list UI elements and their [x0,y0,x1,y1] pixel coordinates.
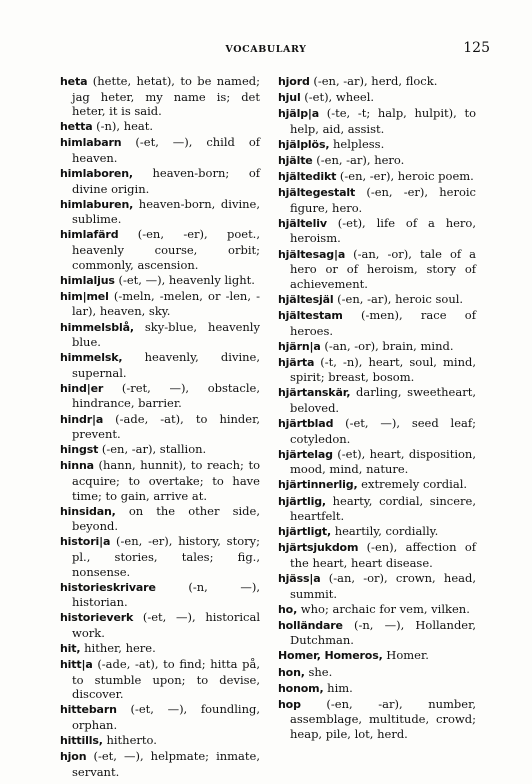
dictionary-entry [278,447,476,477]
entry-definition: (-an, -or), brain, mind. [320,338,454,353]
dictionary-entry [60,702,260,732]
dictionary-entry [60,289,260,319]
entry-definition: extremely cordial. [357,477,468,492]
entry-headword: hjord [278,75,310,88]
entry-headword: himmelsk, [60,351,123,365]
dictionary-entry [278,137,476,153]
dictionary-entry [60,166,260,196]
entry-headword: himlabarn [60,136,122,150]
entry-definition: (-en, -er), poet., heavenly course, orbit; commonly, ascension. [72,227,260,272]
entry-headword: heta [60,75,88,88]
entry-definition: she. [304,664,333,679]
entry-headword: hjälteliv [278,216,327,230]
entry-definition: sky-blue, heavenly blue. [72,319,260,350]
entry-definition: heaven-born, divine, sublime. [72,196,260,227]
entry-definition: (-en, -ar), stallion. [98,442,207,457]
dictionary-entry [278,540,476,570]
dictionary-entry [278,169,476,185]
entry-headword: holländare [278,618,343,632]
dictionary-entry [60,320,260,350]
entry-headword: hind|er [60,381,104,395]
dictionary-entry [278,74,476,90]
entry-headword: hjältegestalt [278,186,356,200]
entry-definition: (-an, -or), tale of a hero or of heroism, story of achievement. [290,246,476,291]
entry-definition: (-en, -ar), hero. [312,152,405,167]
dictionary-entry [60,610,260,640]
entry-definition: (-et), heart, disposition, mood, mind, nature. [290,446,476,477]
entry-headword: honom, [278,681,324,695]
dictionary-entry [60,733,260,749]
dictionary-entry [278,292,476,308]
entry-headword: hon, [278,665,305,679]
entry-headword: hjärtligt, [278,525,332,539]
dictionary-entry [60,641,260,657]
dictionary-entry [278,308,476,338]
dictionary-entry [60,534,260,579]
entry-headword: hjärtelag [278,447,333,461]
entry-definition: (-en, -er), heroic poem. [336,169,474,184]
entry-headword: him|mel [60,289,109,303]
entry-headword: himlafärd [60,228,119,242]
entry-definition: (-en, -ar), number, assemblage, multitude, crowd; heap, pile, lot, herd. [290,696,476,741]
entry-definition: heartily, cordially. [331,524,439,539]
entry-headword: hjärtinnerlig, [278,478,358,492]
dictionary-entry [60,412,260,442]
entry-headword: hjälp|a [278,107,320,121]
entry-headword: hjäss|a [278,572,321,585]
entry-definition: (-n, —), Hollander, Dutchman. [290,617,476,648]
entry-definition: (-et, —), heavenly light. [114,272,255,287]
right-column [278,74,476,742]
entry-headword: hjältesag|a [278,247,346,261]
entry-headword: historieskrivare [60,580,156,594]
entry-headword: Homer, Homeros, [278,649,383,663]
dictionary-entry [278,247,476,292]
dictionary-entry [278,494,476,524]
entry-headword: himlaljus [60,273,115,287]
dictionary-entry [278,618,476,648]
entry-definition: (-te, -t; halp, hulpit), to help, aid, assist. [290,106,476,136]
page-number: 125 [463,40,490,56]
dictionary-entry [60,350,260,380]
entry-definition: (-et, —), foundling, orphan. [72,702,260,732]
entry-headword: hit, [60,641,81,655]
dictionary-entry [278,153,476,169]
dictionary-entry [278,665,476,681]
entry-definition: hither, here. [80,640,156,655]
entry-definition: him. [323,680,353,695]
entry-headword: hinna [60,459,94,473]
dictionary-entry [278,355,476,385]
entry-definition: (-et, —), seed leaf; cotyledon. [290,416,476,446]
entry-headword: hjon [60,750,87,764]
entry-definition: (-ade, -at), to hinder, prevent. [72,411,260,442]
entry-headword: hjul [278,91,301,105]
entry-definition: (-en, -ar), heroic soul. [333,291,464,306]
entry-headword: hjältedikt [278,170,337,184]
entry-definition: (-et), life of a hero, heroism. [290,215,476,246]
entry-headword: hjärtanskär, [278,386,351,400]
entry-definition: (-n, —), historian. [72,579,260,610]
entry-definition: (-t, -n), heart, soul, mind, spirit; breast, bosom. [290,354,476,385]
entry-definition: (-et, —), historical work. [72,610,260,640]
dictionary-entry [278,385,476,415]
entry-headword: histori|a [60,535,111,549]
entry-definition: (-et), wheel. [300,90,375,105]
entry-headword: hjälte [278,153,313,167]
entry-definition: (hann, hunnit), to reach; to acquire; to overtake; to have time; to gain, arrive at. [72,458,260,503]
entry-definition: heavenly, divine, supernal. [72,350,260,380]
left-column [60,74,260,780]
dictionary-entry [60,381,260,411]
entry-definition: heaven-born; of divine origin. [72,166,260,196]
entry-headword: hittills, [60,734,103,748]
dictionary-entry [60,580,260,610]
entry-definition: hitherto. [102,733,157,748]
entry-definition: (-an, -or), crown, head, summit. [290,571,476,601]
entry-definition: (-en), affection of the heart, heart disease. [290,540,476,570]
entry-headword: ho, [278,602,298,616]
entry-headword: hjälplös, [278,137,330,151]
dictionary-entry [60,227,260,272]
entry-headword: historieverk [60,611,134,625]
entry-headword: hindr|a [60,412,104,426]
entry-definition: (-en, -er), history, story; pl., stories, tales; fig., nonsense. [72,534,260,579]
entry-definition: who; archaic for vem, vilken. [297,601,470,616]
entry-headword: hetta [60,120,93,134]
entry-definition: (-ret, —), obstacle, hindrance, barrier. [72,380,260,411]
entry-headword: himmelsblå, [60,320,134,334]
dictionary-entry [278,681,476,697]
dictionary-entry [60,135,260,165]
entry-headword: hjärn|a [278,339,321,353]
dictionary-entry [278,697,476,742]
dictionary-entry [60,458,260,503]
entry-definition: (hette, hetat), to be named; jag heter, my name is; det heter, it is said. [72,74,260,119]
entry-headword: hop [278,697,301,711]
entry-headword: hjärtsjukdom [278,541,359,555]
entry-headword: hitt|a [60,658,93,672]
entry-definition: (-et, —), child of heaven. [72,135,260,165]
dictionary-entry [60,657,260,702]
entry-headword: hingst [60,443,99,457]
dictionary-entry [60,273,260,289]
entry-headword: hinsidan, [60,504,116,518]
dictionary-entry [278,216,476,246]
entry-definition: (-ade, -at), to find; hitta på, to stumble upon; to devise, discover. [72,657,260,702]
entry-definition: on the other side, beyond. [72,503,260,534]
dictionary-entry [60,119,260,135]
entry-definition: (-en, -er), heroic figure, hero. [290,185,476,215]
entry-headword: himlaboren, [60,167,133,181]
entry-headword: hittebarn [60,703,117,717]
entry-definition: hearty, cordial, sincere, heartfelt. [290,493,476,524]
dictionary-entry [60,197,260,227]
dictionary-entry [278,602,476,618]
dictionary-entry [60,442,260,458]
dictionary-entry [60,74,260,119]
dictionary-entry [278,477,476,493]
entry-definition: (-men), race of heroes. [290,307,476,338]
dictionary-entry [278,185,476,215]
entry-definition: Homer. [382,648,429,663]
dictionary-entry [278,416,476,446]
entry-headword: himlaburen, [60,197,134,211]
entry-definition: (-meln, -melen, or -len, -lar), heaven, sky. [72,288,260,319]
entry-definition: darling, sweetheart, beloved. [290,385,476,415]
dictionary-entry [278,648,476,664]
entry-headword: hjärta [278,355,315,369]
entry-definition: (-en, -ar), herd, flock. [309,74,438,88]
dictionary-entry [278,524,476,540]
entry-headword: hjältestam [278,308,343,322]
entry-definition: (-n), heat. [92,119,154,134]
entry-headword: hjärtblad [278,417,334,431]
entry-definition: helpless. [329,136,385,151]
dictionary-entry [278,571,476,601]
dictionary-entry [278,106,476,136]
dictionary-entry [60,749,260,779]
dictionary-entry [60,504,260,534]
dictionary-entry [278,90,476,106]
running-header: VOCABULARY [225,44,307,55]
entry-headword: hjärtlig, [278,494,326,508]
entry-headword: hjältesjäl [278,292,334,306]
dictionary-entry [278,339,476,355]
entry-definition: (-et, —), helpmate; inmate, servant. [72,749,260,779]
